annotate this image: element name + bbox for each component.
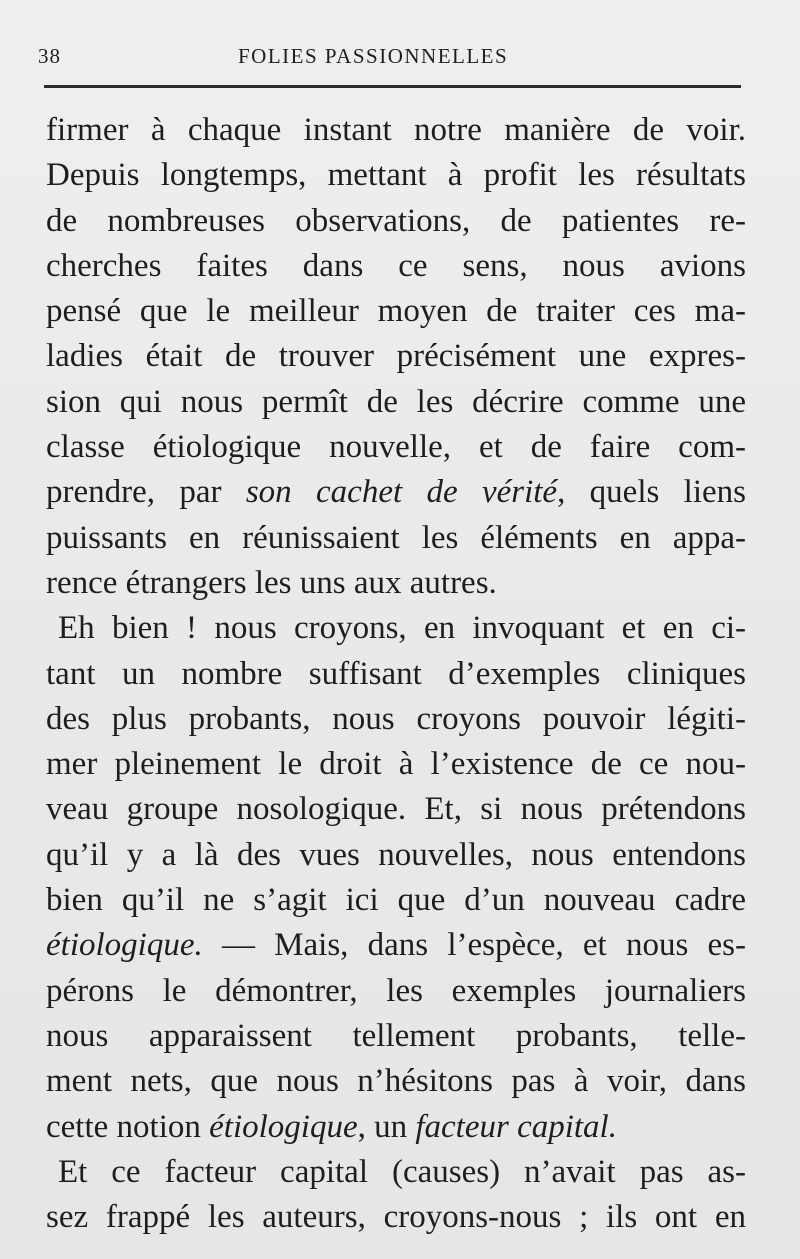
text-line [46,108,746,153]
text-run: Eh bien ! nous croyons, en invoquant et en ci- [58,610,746,647]
text-run: pensé que le meilleur moyen de traiter ces ma- [46,293,746,330]
running-head [38,40,752,74]
text-line [46,1150,746,1195]
text-run: nous apparaissent tellement probants, telle- [46,1017,746,1054]
text-run: ment nets, que nous n’hésitons pas à voir, dans [46,1063,746,1100]
running-title: FOLIES PASSIONNELLES [238,44,509,68]
text-run: tant un nombre suffisant d’exemples cliniques [46,655,746,692]
text-run: veau groupe nosologique. Et, si nous prétendons [46,791,746,828]
text-run: qu’il y a là des vues nouvelles, nous entendons [46,836,746,873]
text-line [46,1105,746,1150]
text-run: sion qui nous permît de les décrire comme une [46,383,746,420]
text-run: Et ce facteur capital (causes) n’avait pas as- [58,1153,746,1190]
text-run: ladies était de trouver précisément une expres- [46,338,746,375]
text-run: cherches faites dans ce sens, nous avions [46,247,746,284]
text-run: de nombreuses observations, de patientes re- [46,202,746,239]
text-line [46,833,746,878]
italic-phrase: facteur capital. [415,1108,617,1145]
text-line [46,652,746,697]
text-run: classe étiologique nouvelle, et de faire com- [46,429,746,466]
body-text [46,108,746,1240]
italic-phrase: étiologique [209,1108,358,1145]
header-rule [44,85,741,88]
text-line [46,969,746,1014]
text-run: pérons le démontrer, les exemples journaliers [46,972,746,1009]
text-line [46,561,746,606]
text-run: rence étrangers les uns aux autres. [46,564,497,601]
italic-phrase: son cachet de vérité [245,474,558,511]
text-run: des plus probants, nous croyons pouvoir légiti- [46,700,746,737]
text-line [46,289,746,334]
text-line [46,199,746,244]
text-line [46,244,746,289]
italic-phrase: étiologique. [46,927,203,964]
text-line [46,425,746,470]
text-line [46,1014,746,1059]
text-run: puissants en réunissaient les éléments en appa- [46,519,746,556]
text-run: , quels liens [557,474,747,511]
text-line [46,1195,746,1240]
text-line [46,516,746,561]
text-line [46,334,746,379]
text-line [46,787,746,832]
text-line [46,153,746,198]
text-run: firmer à chaque instant notre manière de voir. [46,112,746,148]
text-run: , un [357,1108,416,1145]
text-run: bien qu’il ne s’agit ici que d’un nouveau cadre [46,882,746,919]
text-run: mer pleinement le droit à l’existence de ce nou- [46,746,746,783]
text-line [46,923,746,968]
text-run: prendre, par [46,474,246,511]
text-line [46,606,746,651]
text-line [46,1059,746,1104]
text-line [46,380,746,425]
text-line [46,697,746,742]
text-line [46,878,746,923]
text-line [46,470,746,515]
text-line [46,742,746,787]
page-number: 38 [38,44,61,68]
text-run: Depuis longtemps, mettant à profit les résultats [46,157,746,194]
text-run: cette notion [46,1108,210,1145]
text-run: sez frappé les auteurs, croyons-nous ; ils ont en [46,1199,746,1236]
text-run: — Mais, dans l’espèce, et nous es- [202,927,746,964]
